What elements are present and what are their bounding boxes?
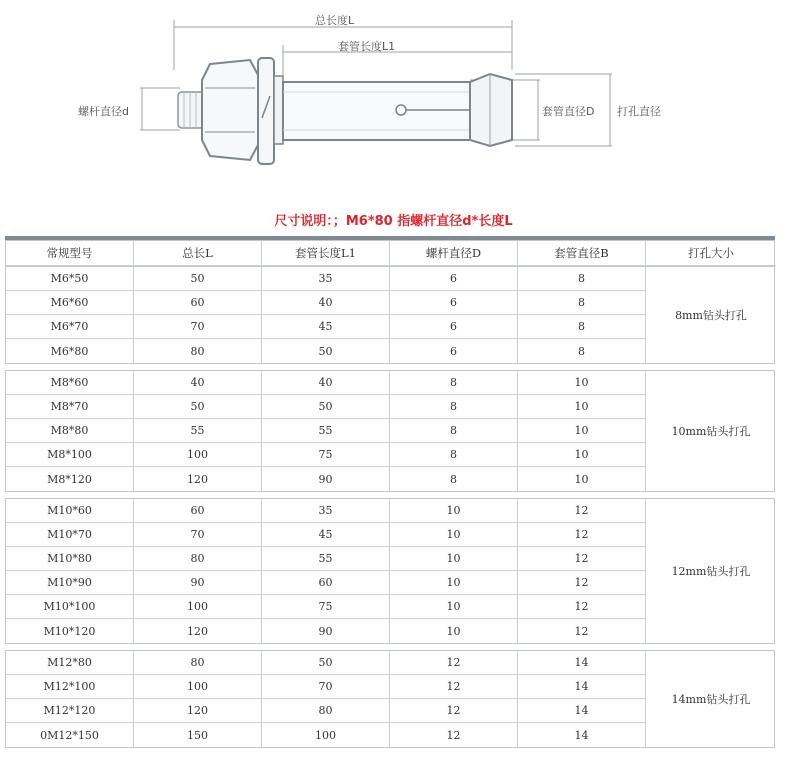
table-cell-sleeve: 55 [262,547,390,571]
table-cell-sleeve: 80 [262,699,390,723]
table-cell-rod: 6 [390,315,518,339]
table-cell-rod: 8 [390,395,518,419]
drill-size-cell: 10mm钻头打孔 [671,425,751,438]
drill-size-cell: 8mm钻头打孔 [675,309,747,322]
table-cell-total: 120 [134,619,262,643]
table-cell-total: 120 [134,467,262,491]
rod-diameter-label: 螺杆直径d [78,105,129,118]
table-cell-sleevediam: 14 [518,675,646,699]
table-cell-total: 90 [134,571,262,595]
table-cell-model: M8*60 [6,371,134,395]
table-cell-model: M10*70 [6,523,134,547]
table-cell-sleevediam: 8 [518,267,646,291]
dimension-caption: 尺寸说明：；M6*80 指螺杆直径d*长度L [274,214,513,229]
table-cell-total: 100 [134,675,262,699]
table-cell-sleevediam: 12 [518,571,646,595]
table-cell-sleevediam: 10 [518,443,646,467]
table-cell-model: M12*100 [6,675,134,699]
column-header: 常规型号 [6,241,134,266]
column-header: 总长L [134,241,262,266]
table-cell-model: M10*100 [6,595,134,619]
table-cell-sleeve: 50 [262,651,390,675]
table-cell-sleeve: 40 [262,371,390,395]
table-cell-sleeve: 100 [262,723,390,747]
table-cell-total: 55 [134,419,262,443]
table-group [5,650,775,748]
table-cell-total: 80 [134,547,262,571]
table-cell-sleeve: 45 [262,315,390,339]
table-cell-model: M8*80 [6,419,134,443]
table-cell-sleevediam: 8 [518,315,646,339]
table-cell-sleevediam: 12 [518,619,646,643]
table-cell-sleevediam: 14 [518,723,646,747]
table-cell-total: 100 [134,443,262,467]
table-cell-rod: 12 [390,723,518,747]
table-cell-sleeve: 75 [262,443,390,467]
drill-size-cell: 14mm钻头打孔 [671,693,751,706]
table-cell-total: 100 [134,595,262,619]
table-cell-rod: 6 [390,267,518,291]
table-cell-sleevediam: 8 [518,339,646,363]
table-cell-sleeve: 40 [262,291,390,315]
table-cell-rod: 10 [390,619,518,643]
column-header: 套管长度L1 [262,241,390,266]
table-cell-model: M10*60 [6,499,134,523]
table-cell-total: 50 [134,267,262,291]
table-cell-rod: 10 [390,571,518,595]
table-cell-sleevediam: 12 [518,595,646,619]
table-cell-total: 60 [134,499,262,523]
table-cell-sleevediam: 12 [518,523,646,547]
table-cell-total: 80 [134,339,262,363]
table-cell-sleeve: 35 [262,499,390,523]
drill-size-cell: 12mm钻头打孔 [671,565,751,578]
table-cell-total: 150 [134,723,262,747]
table-cell-sleeve: 70 [262,675,390,699]
table-cell-sleeve: 50 [262,339,390,363]
table-group [5,266,775,364]
table-cell-sleevediam: 10 [518,419,646,443]
table-cell-rod: 10 [390,523,518,547]
table-cell-sleevediam: 10 [518,395,646,419]
table-cell-rod: 8 [390,371,518,395]
table-cell-rod: 8 [390,467,518,491]
table-cell-sleeve: 60 [262,571,390,595]
column-header: 套管直径B [518,241,646,266]
total-length-label: 总长度L [315,14,355,27]
table-cell-model: M6*80 [6,339,134,363]
sleeve-length-label: 套管长度L1 [338,40,396,53]
table-cell-rod: 6 [390,339,518,363]
table-cell-model: M10*120 [6,619,134,643]
table-cell-rod: 10 [390,499,518,523]
table-cell-model: M10*80 [6,547,134,571]
table-cell-model: M6*70 [6,315,134,339]
table-cell-total: 40 [134,371,262,395]
table-cell-rod: 10 [390,547,518,571]
table-cell-model: M6*50 [6,267,134,291]
table-header-row [5,240,775,266]
table-cell-sleeve: 90 [262,619,390,643]
table-cell-sleeve: 50 [262,395,390,419]
table-cell-sleeve: 35 [262,267,390,291]
table-cell-rod: 12 [390,699,518,723]
anchor-bolt-diagram [0,0,787,205]
hole-diameter-label: 打孔直径 [617,105,661,118]
column-header: 打孔大小 [646,241,776,266]
sleeve-diameter-label: 套管直径D [542,105,595,118]
table-cell-model: M8*120 [6,467,134,491]
table-cell-rod: 12 [390,651,518,675]
table-cell-model: M8*100 [6,443,134,467]
table-cell-total: 70 [134,315,262,339]
table-cell-rod: 8 [390,443,518,467]
table-cell-total: 50 [134,395,262,419]
table-cell-sleevediam: 14 [518,699,646,723]
table-cell-model: 0M12*150 [6,723,134,747]
table-cell-sleeve: 55 [262,419,390,443]
table-cell-total: 70 [134,523,262,547]
table-cell-model: M10*90 [6,571,134,595]
table-cell-total: 120 [134,699,262,723]
table-cell-rod: 6 [390,291,518,315]
table-cell-model: M12*120 [6,699,134,723]
table-cell-sleevediam: 12 [518,547,646,571]
table-cell-sleevediam: 14 [518,651,646,675]
column-header: 螺杆直径D [390,241,518,266]
table-cell-sleevediam: 10 [518,467,646,491]
table-group [5,498,775,644]
table-cell-sleeve: 90 [262,467,390,491]
table-cell-sleevediam: 12 [518,499,646,523]
table-cell-total: 60 [134,291,262,315]
table-cell-sleevediam: 10 [518,371,646,395]
table-cell-rod: 8 [390,419,518,443]
table-cell-sleevediam: 8 [518,291,646,315]
table-cell-rod: 10 [390,595,518,619]
table-cell-model: M8*70 [6,395,134,419]
table-cell-rod: 12 [390,675,518,699]
table-cell-sleeve: 45 [262,523,390,547]
table-cell-model: M6*60 [6,291,134,315]
table-group [5,370,775,492]
table-cell-total: 80 [134,651,262,675]
table-cell-model: M12*80 [6,651,134,675]
table-cell-sleeve: 75 [262,595,390,619]
